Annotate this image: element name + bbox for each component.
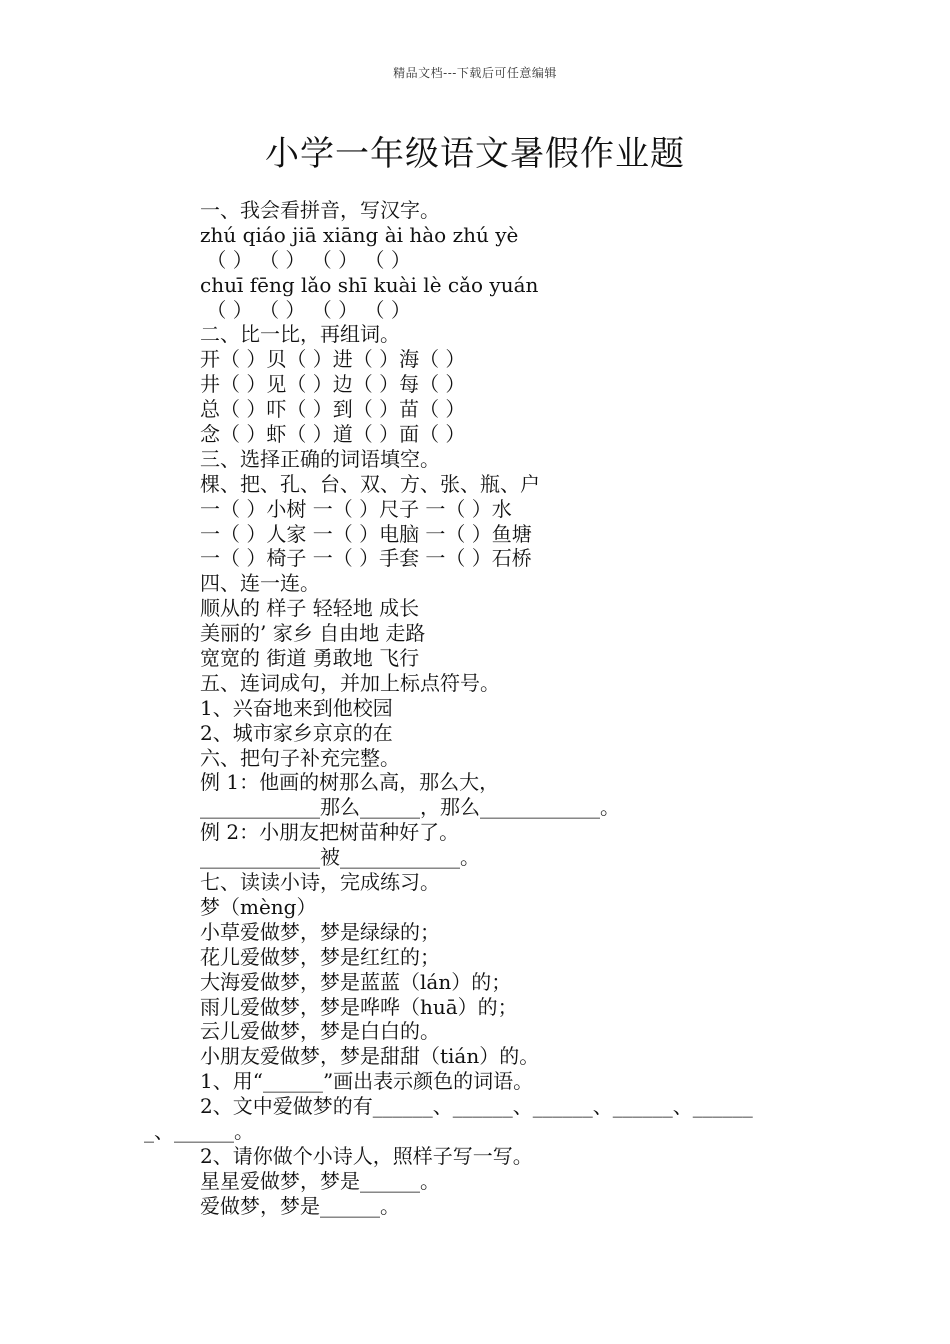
poem-line: 小朋友爱做梦，梦是甜甜（tián）的。	[200, 1044, 540, 1069]
document-body	[144, 198, 820, 1219]
poem-line: 小草爱做梦，梦是绿绿的；	[200, 919, 440, 944]
poem-line: 花儿爱做梦，梦是红红的；	[200, 944, 440, 969]
fill-blank-line: 爱做梦，梦是______。	[200, 1193, 400, 1218]
word-bank: 棵、把、孔、台、双、方、张、瓶、户	[200, 471, 540, 496]
exercise-line: 总（ ）吓（ ）到（ ）苗（ ）	[200, 397, 466, 422]
section-heading: 一、我会看拼音，写汉字。	[200, 198, 440, 222]
exercise-line: 开（ ）贝（ ）进（ ）海（ ）	[200, 347, 466, 372]
example-line: 例 2：小朋友把树苗种好了。	[200, 820, 460, 845]
matching-row: 顺从的 样子 轻轻地 成长	[200, 596, 420, 621]
section-heading: 二、比一比，再组词。	[200, 322, 400, 347]
pinyin-line: zhú qiáo jiā xiāng ài hào zhú yè	[200, 222, 519, 247]
section-heading: 五、连词成句，并加上标点符号。	[200, 670, 500, 695]
question-wrap	[144, 1094, 820, 1143]
section-heading: 六、把句子补充完整。	[200, 745, 400, 770]
question-line: 2、文中爱做梦的有______、______、______、______、______	[200, 1094, 753, 1119]
answer-blanks: （ ） （ ） （ ） （ ）	[200, 297, 411, 322]
exercise-line: 井（ ）见（ ）边（ ）每（ ）	[200, 372, 466, 397]
poem-line: 大海爱做梦，梦是蓝蓝（lán）的；	[200, 969, 512, 994]
poem-title: 梦（mèng）	[200, 894, 317, 919]
poem-line: 雨儿爱做梦，梦是哗哗（huā）的；	[200, 994, 518, 1019]
question-line: 1、用“______”画出表示颜色的词语。	[200, 1069, 534, 1094]
fill-blank-line: ____________那么______，那么____________。	[200, 795, 620, 820]
section-heading: 三、选择正确的词语填空。	[200, 446, 440, 471]
exercise-line: 2、城市家乡京京的在	[200, 720, 393, 745]
exercise-line: 一（ ）人家 一（ ）电脑 一（ ）鱼塘	[200, 521, 532, 546]
section-heading: 四、连一连。	[200, 571, 320, 596]
fill-blank-line: ____________被____________。	[200, 845, 480, 870]
matching-row: 宽宽的 街道 勇敢地 飞行	[200, 646, 420, 671]
section-heading: 七、读读小诗，完成练习。	[200, 870, 440, 895]
pinyin-line: chuī fēng lǎo shī kuài lè cǎo yuán	[200, 272, 539, 297]
answer-blanks: （ ） （ ） （ ） （ ）	[200, 247, 411, 272]
exercise-line: 一（ ）小树 一（ ）尺子 一（ ）水	[200, 496, 512, 521]
matching-row: 美丽的’ 家乡 自由地 走路	[200, 621, 426, 646]
exercise-line: 一（ ）椅子 一（ ）手套 一（ ）石桥	[200, 546, 532, 571]
page-header: 精品文档---下载后可任意编辑	[393, 66, 557, 80]
fill-blank-line: 星星爱做梦，梦是______。	[200, 1168, 440, 1193]
example-line: 例 1：他画的树那么高，那么大，	[200, 770, 500, 795]
poem-line: 云儿爱做梦，梦是白白的。	[200, 1019, 440, 1044]
question-line: 2、请你做个小诗人，照样子写一写。	[200, 1143, 533, 1168]
exercise-line: 念（ ）虾（ ）道（ ）面（ ）	[200, 422, 466, 447]
exercise-line: 1、兴奋地来到他校园	[200, 695, 393, 720]
question-continuation: _、______。	[144, 1118, 254, 1143]
document-title: 小学一年级语文暑假作业题	[265, 134, 685, 174]
